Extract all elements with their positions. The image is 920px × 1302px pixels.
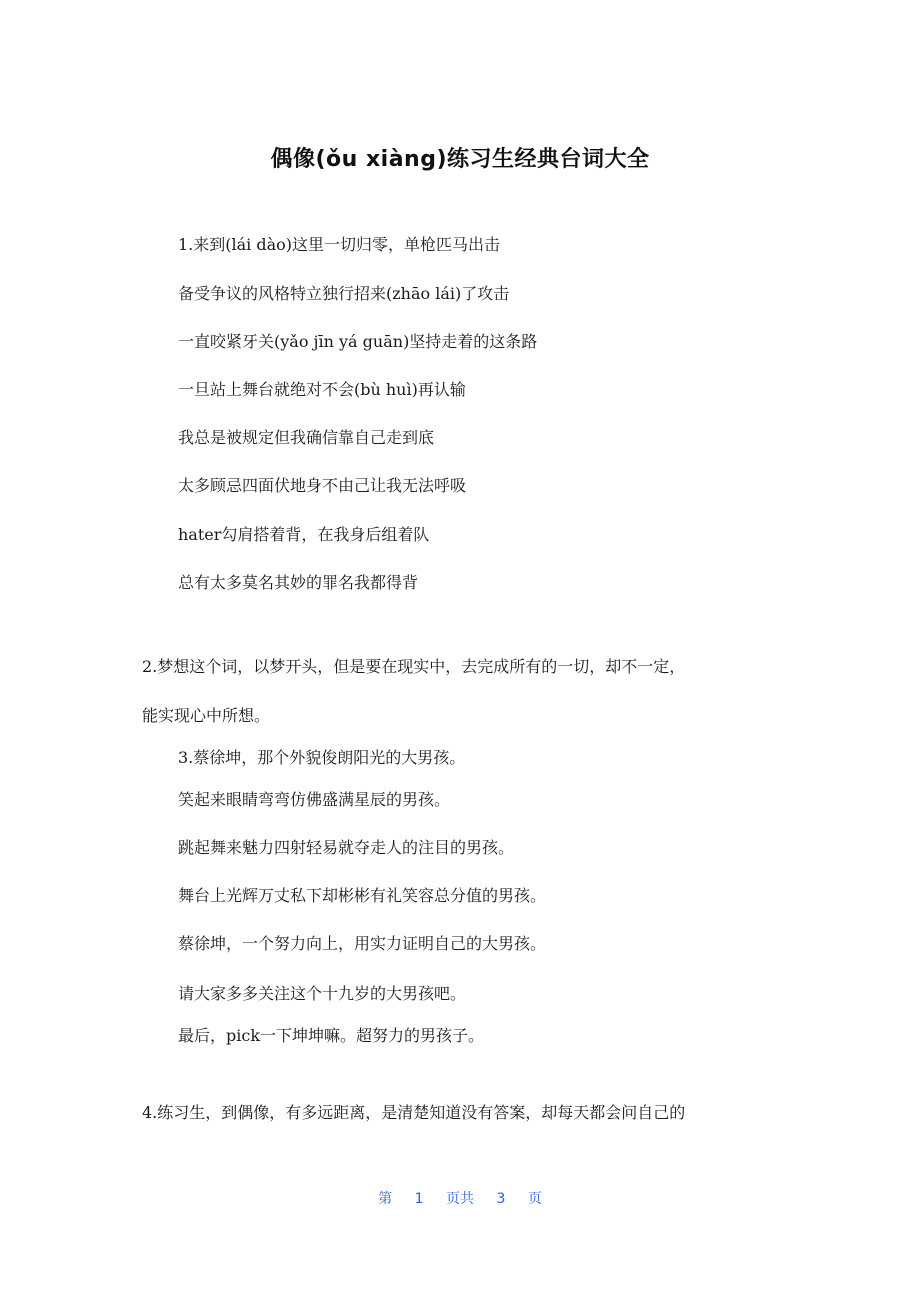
page-footer <box>0 1188 920 1208</box>
paragraph-line: 1.来到(lái dào)这里一切归零，单枪匹马出击 <box>178 235 501 254</box>
paragraph-line: 2.梦想这个词，以梦开头，但是要在现实中，去完成所有的一切，却不一定， <box>142 657 686 676</box>
total-pages-number: 3 <box>496 1191 506 1207</box>
page-label-suffix: 页 <box>527 1191 542 1207</box>
page-label-middle: 页共 <box>446 1191 474 1207</box>
paragraph-line: 舞台上光辉万丈私下却彬彬有礼笑容总分值的男孩。 <box>178 886 547 905</box>
paragraph-line: 最后，pick一下坤坤嘛。超努力的男孩子。 <box>178 1026 485 1045</box>
paragraph-line: 总有太多莫名其妙的罪名我都得背 <box>178 573 419 592</box>
document-title: 偶像(ǒu xiàng)练习生经典台词大全 <box>270 147 650 172</box>
paragraph-line: 4.练习生，到偶像，有多远距离，是清楚知道没有答案，却每天都会问自己的 <box>142 1103 686 1122</box>
paragraph-line: 我总是被规定但我确信靠自己走到底 <box>178 428 435 447</box>
paragraph-line: 3.蔡徐坤，那个外貌俊朗阳光的大男孩。 <box>178 748 466 767</box>
paragraph-line: 一旦站上舞台就绝对不会(bù huì)再认输 <box>178 380 466 399</box>
paragraph-line: 太多顾忌四面伏地身不由己让我无法呼吸 <box>178 476 467 495</box>
paragraph-line: 跳起舞来魅力四射轻易就夺走人的注目的男孩。 <box>178 838 515 857</box>
current-page-number: 1 <box>414 1191 424 1207</box>
paragraph-line: 能实现心中所想。 <box>142 706 271 725</box>
paragraph-line: 请大家多多关注这个十九岁的大男孩吧。 <box>178 984 467 1003</box>
paragraph-line: hater勾肩搭着背，在我身后组着队 <box>178 525 430 544</box>
paragraph-line: 笑起来眼睛弯弯仿佛盛满星辰的男孩。 <box>178 790 451 809</box>
page-label-prefix: 第 <box>378 1191 393 1207</box>
paragraph-line: 一直咬紧牙关(yǎo jīn yá guān)坚持走着的这条路 <box>178 332 538 351</box>
paragraph-line: 蔡徐坤，一个努力向上，用实力证明自己的大男孩。 <box>178 934 547 953</box>
paragraph-line: 备受争议的风格特立独行招来(zhāo lái)了攻击 <box>178 284 510 303</box>
